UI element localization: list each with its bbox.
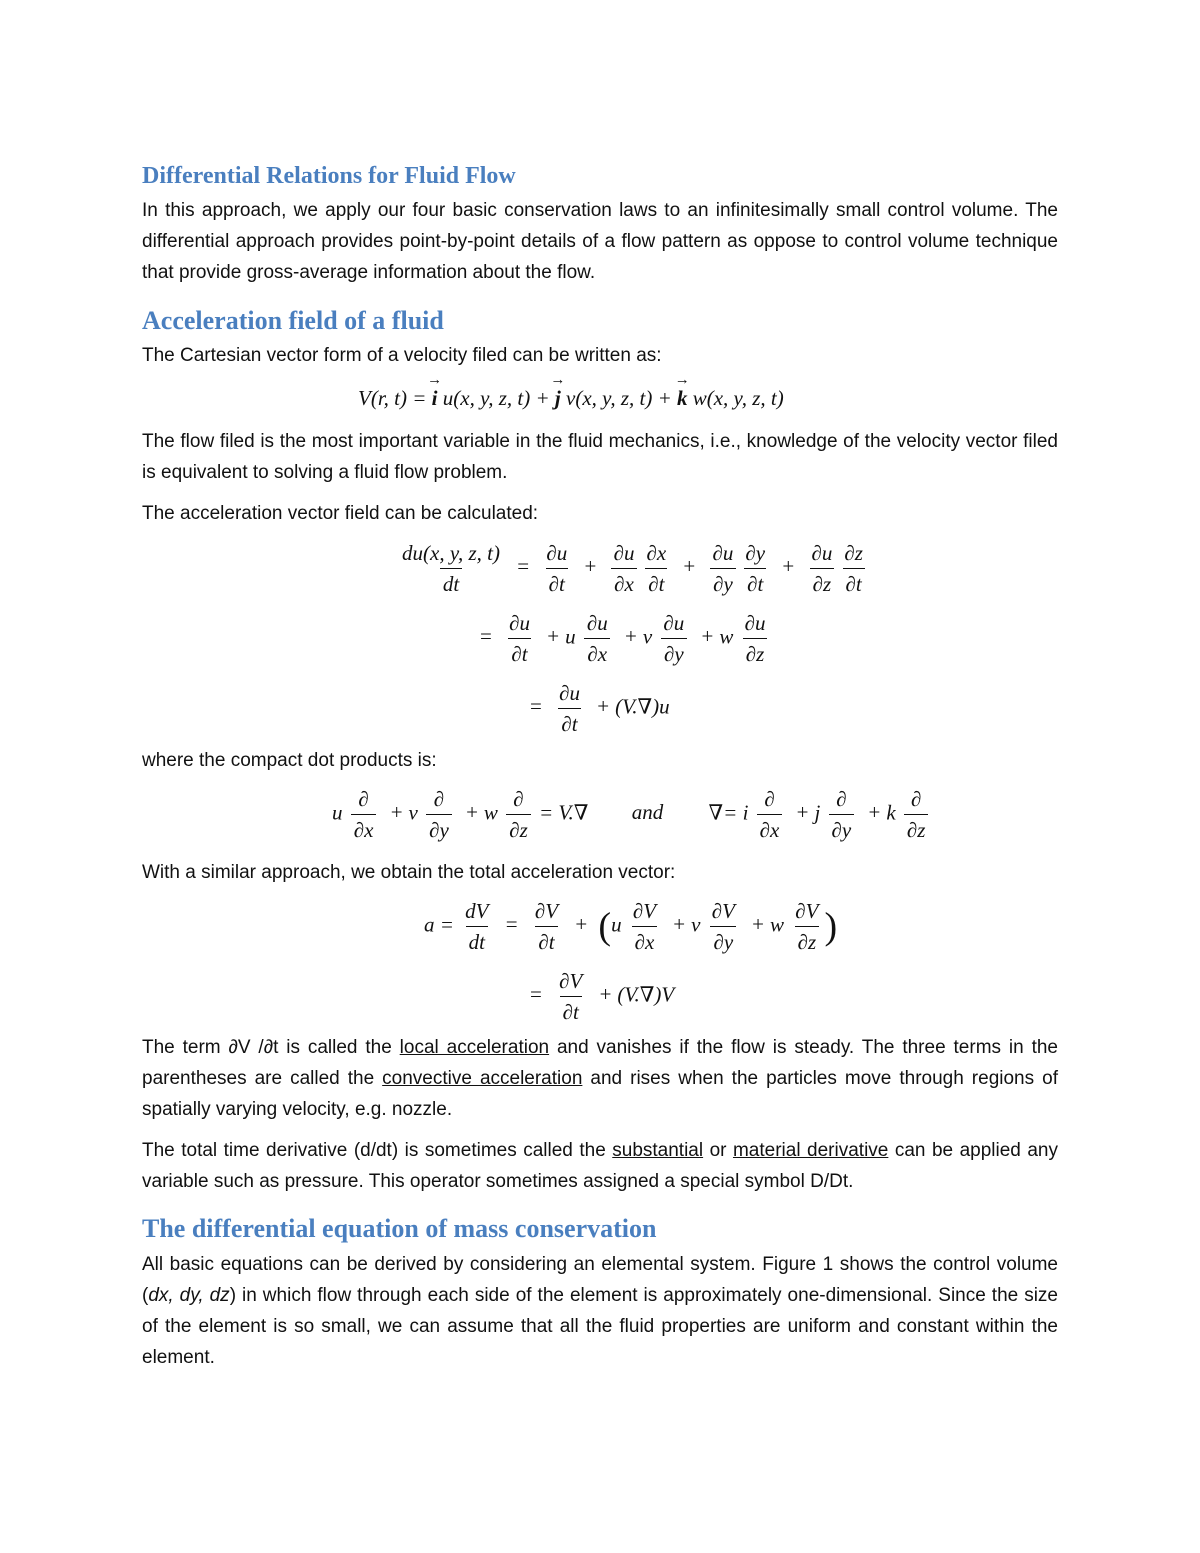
total-acceleration-intro: With a similar approach, we obtain the total acceleration vector:	[142, 862, 676, 883]
intro-paragraph: In this approach, we apply our four basic conservation laws to an infinitesimally small control volume. The differential approach provides point-by-point details of a flow pattern as oppose to control volume technique that provide gross-average information about the flow.	[142, 200, 1058, 283]
material-derivative-paragraph: The total time derivative (d/dt) is sometimes called the substantial or material derivative can be applied any variable such as pressure. This operator sometimes assigned a special symbol D/Dt.	[142, 1140, 1058, 1192]
term-convective-acceleration: convective acceleration	[382, 1068, 583, 1089]
acceleration-equation-line2: = $\frac{\partial u}{\partial t}$ + u $\frac{\partial u}{\partial x}$ + v $\frac{\partial u}{\partial y}$ + w $\frac{\partial u}{\partial z}$	[480, 611, 766, 666]
dot-product-paragraph: where the compact dot products is:	[142, 750, 437, 771]
term-substantial: substantial	[612, 1140, 704, 1161]
term-local-acceleration: local acceleration	[399, 1037, 550, 1058]
unit-vector-j: → j	[555, 386, 561, 411]
section-title-mass-conservation: The differential equation of mass conservation	[142, 1214, 657, 1243]
mass-conservation-paragraph: All basic equations can be derived by considering an elemental system. Figure 1 shows the control volume (dx, dy, dz) in which flow through each side of the element is approximately one-dimensional. Since the size of the element is so small, we can assume that all the fluid properties are uniform and constant within the element.	[142, 1254, 1059, 1368]
fraction: $\frac{\partial u}{\partial t}$	[546, 541, 568, 596]
total-acceleration-equation-line2: = $\frac{\partial V}{\partial t}$ + (V.∇)V	[530, 969, 675, 1024]
fraction: $\frac{du(x, y, z, t)}{dt}$	[402, 541, 500, 596]
velocity-form-paragraph: The Cartesian vector form of a velocity filed can be written as:	[142, 345, 662, 366]
dot-product-equation: u $\frac{\partial}{\partial x}$ + v $\frac{\partial}{\partial y}$ + w $\frac{\partial}{\partial z}$ = V.∇ and ∇= i $\frac{\partial}{\partial x}$ + j $\frac{\partial}{\partial y}$ + k $\frac{\partial}{\partial z}$	[332, 786, 931, 843]
acceleration-equation-line1: $\frac{du(x, y, z, t)}{dt}$ = $\frac{\partial u}{\partial t}$ + $\frac{\partial u}{\partial x}$ $\frac{\partial x}{\partial t}$ + $\frac{\partial u}{\partial y}$ $\frac{\partial y}{\partial t}$ + $\frac{\partial u}{\partial z}$ $\frac{\partial z}{\partial t}$	[396, 540, 869, 597]
acceleration-equation-line3: = $\frac{\partial u}{\partial t}$ + (V.∇)u	[530, 681, 670, 736]
total-acceleration-equation-line1: a = $\frac{dV}{dt}$ = $\frac{\partial V}{\partial t}$ + (u $\frac{\partial V}{\partial x}$ + v $\frac{\partial V}{\partial y}$ + w $\frac{\partial V}{\partial z}$ )	[424, 899, 838, 954]
acceleration-intro-paragraph: The acceleration vector field can be calculated:	[142, 503, 539, 524]
term-material-derivative: material derivative	[732, 1140, 889, 1161]
unit-vector-k: → k	[677, 386, 688, 411]
local-acceleration-paragraph: The term ∂V /∂t is called the local acceleration and vanishes if the flow is steady. The three terms in the parentheses are called the convective acceleration and rises when the particles move through regions of spatially varying velocity, e.g. nozzle.	[142, 1037, 1058, 1120]
section-title-acceleration-field: Acceleration field of a fluid	[142, 306, 444, 335]
unit-vector-i: → i	[432, 386, 438, 411]
flow-field-paragraph: The flow filed is the most important variable in the fluid mechanics, i.e., knowledge of the velocity vector filed is equivalent to solving a fluid flow problem.	[142, 431, 1058, 483]
section-title-differential-relations: Differential Relations for Fluid Flow	[142, 163, 516, 189]
velocity-vector-equation: V(r, t) = → i u(x, y, z, t) + → j v(x, y, z, t) + → k w(x, y, z, t)	[358, 386, 784, 411]
